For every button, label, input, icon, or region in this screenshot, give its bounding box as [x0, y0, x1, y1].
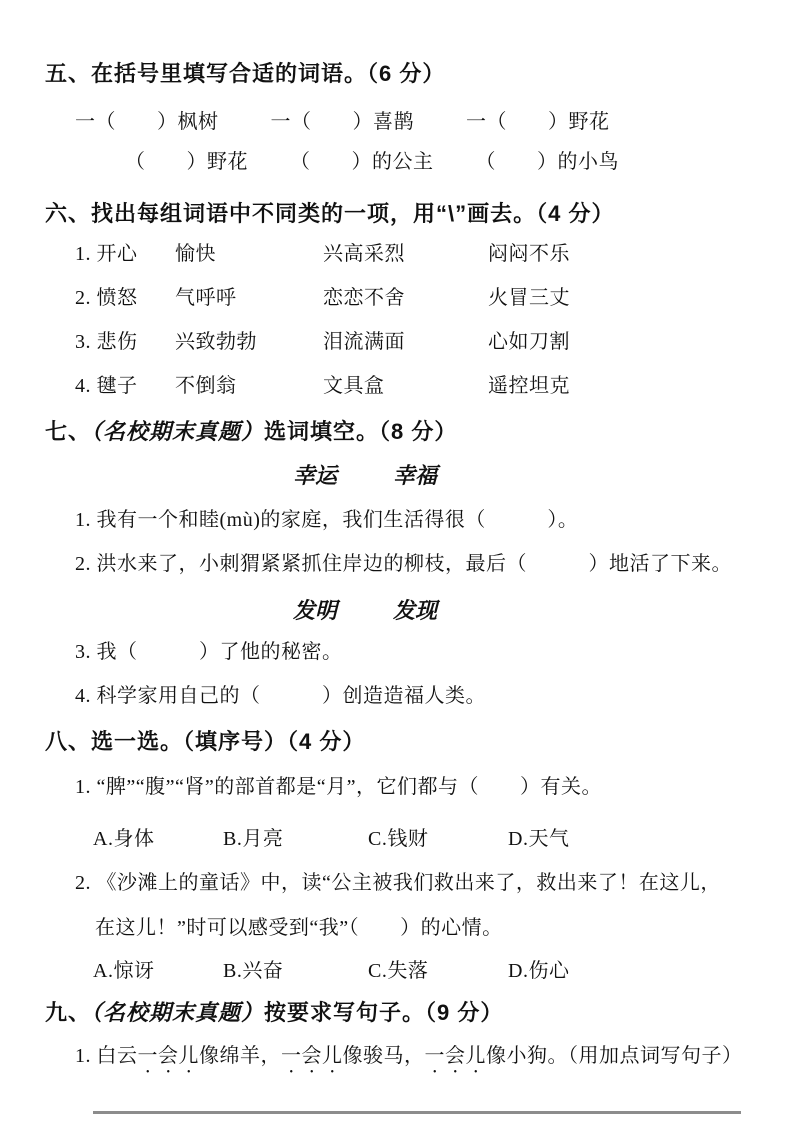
word-group-row [45, 284, 745, 312]
word-group-row [45, 328, 745, 356]
word-bank-option: 发明 [292, 598, 337, 623]
option-d: D.天气 [508, 828, 570, 850]
word-item: 泪流满面 [323, 331, 405, 353]
sentence-text: 像绵羊， [199, 1045, 281, 1067]
section8-heading: 八、选一选。（填序号）（4 分） [45, 729, 366, 754]
word-item: 文具盒 [323, 375, 385, 397]
fill-blank-phrase: （ ）野花 [125, 151, 248, 173]
option-c: C.失落 [368, 960, 429, 982]
word-item: 3. 悲伤 [75, 331, 138, 353]
word-item: 不倒翁 [175, 375, 237, 397]
section9-item-1 [45, 1042, 745, 1078]
word-item: 火冒三丈 [488, 287, 570, 309]
fill-blank-phrase: （ ）的公主 [290, 151, 434, 173]
section8-item2-options [45, 957, 745, 985]
word-group-row [45, 372, 745, 400]
section7-item-3: 3. 我（ ）了他的秘密。 [75, 641, 343, 663]
section5-row1 [45, 108, 745, 136]
section5-row2 [45, 148, 745, 176]
word-item: 闷闷不乐 [488, 243, 570, 265]
fill-blank-phrase: （ ）的小鸟 [475, 151, 619, 173]
emphasized-word: 一会儿 [137, 1045, 199, 1067]
word-bank-option: 幸福 [393, 463, 438, 488]
word-item: 兴致勃勃 [175, 331, 257, 353]
option-a: A.惊讶 [93, 960, 155, 982]
word-item: 心如刀割 [488, 331, 570, 353]
fill-blank-phrase: 一（ ）野花 [466, 111, 610, 133]
fill-blank-phrase: 一（ ）枫树 [75, 111, 219, 133]
sentence-text: 像骏马， [342, 1045, 425, 1067]
section9-source-tag: （名校期末真题） [91, 1000, 265, 1025]
option-c: C.钱财 [368, 828, 429, 850]
option-a: A.身体 [93, 828, 155, 850]
word-item: 4. 毽子 [75, 375, 138, 397]
section6-heading: 六、找出每组词语中不同类的一项，用“\”画去。（4 分） [45, 201, 615, 226]
word-bank-option: 发现 [393, 598, 438, 623]
section8-item1-options [45, 825, 745, 853]
section7-item-2: 2. 洪水来了，小刺猬紧紧抓住岸边的柳枝，最后（ ）地活了下来。 [75, 553, 732, 575]
section7-title: 选词填空。（8 分） [264, 419, 458, 444]
word-item: 1. 开心 [75, 243, 138, 265]
section8-item-1: 1. “脾”“腹”“肾”的部首都是“月”，它们都与（ ）有关。 [75, 776, 603, 798]
word-item: 兴高采烈 [323, 243, 405, 265]
word-item: 气呼呼 [175, 287, 237, 309]
fill-blank-phrase: 一（ ）喜鹊 [270, 111, 414, 133]
word-item: 恋恋不舍 [323, 287, 405, 309]
section8-item-2-line1: 2. 《沙滩上的童话》中，读“公主被我们救出来了，救出来了！在这儿， [75, 872, 721, 894]
section9-number: 九、 [45, 1000, 92, 1025]
emphasized-word: 一会儿 [424, 1045, 486, 1067]
section7-item-4: 4. 科学家用自己的（ ）创造造福人类。 [75, 685, 486, 707]
word-item: 愉快 [175, 243, 216, 265]
word-bank-1 [45, 462, 685, 490]
word-item: 遥控坦克 [488, 375, 570, 397]
word-bank-option: 幸运 [292, 463, 337, 488]
section7-item-1: 1. 我有一个和睦(mù)的家庭，我们生活得很（ ）。 [75, 509, 579, 531]
section7-number: 七、 [45, 419, 92, 444]
section9-title: 按要求写句子。（9 分） [264, 1000, 504, 1025]
word-group-row [45, 240, 745, 268]
answer-line [93, 1110, 741, 1114]
word-bank-2 [45, 597, 685, 625]
option-b: B.兴奋 [223, 960, 284, 982]
section9-heading [45, 997, 745, 1029]
word-item: 2. 愤怒 [75, 287, 138, 309]
section7-heading [45, 416, 745, 448]
option-b: B.月亮 [223, 828, 284, 850]
sentence-text: 1. 白云 [75, 1045, 138, 1067]
emphasized-word: 一会儿 [281, 1045, 343, 1067]
option-d: D.伤心 [508, 960, 570, 982]
section5-heading: 五、在括号里填写合适的词语。（6 分） [45, 61, 446, 86]
sentence-text: 像小狗。（用加点词写句子） [486, 1045, 743, 1067]
section7-source-tag: （名校期末真题） [91, 419, 265, 444]
section8-item-2-line2: 在这儿！”时可以感受到“我”（ ）的心情。 [95, 917, 503, 939]
